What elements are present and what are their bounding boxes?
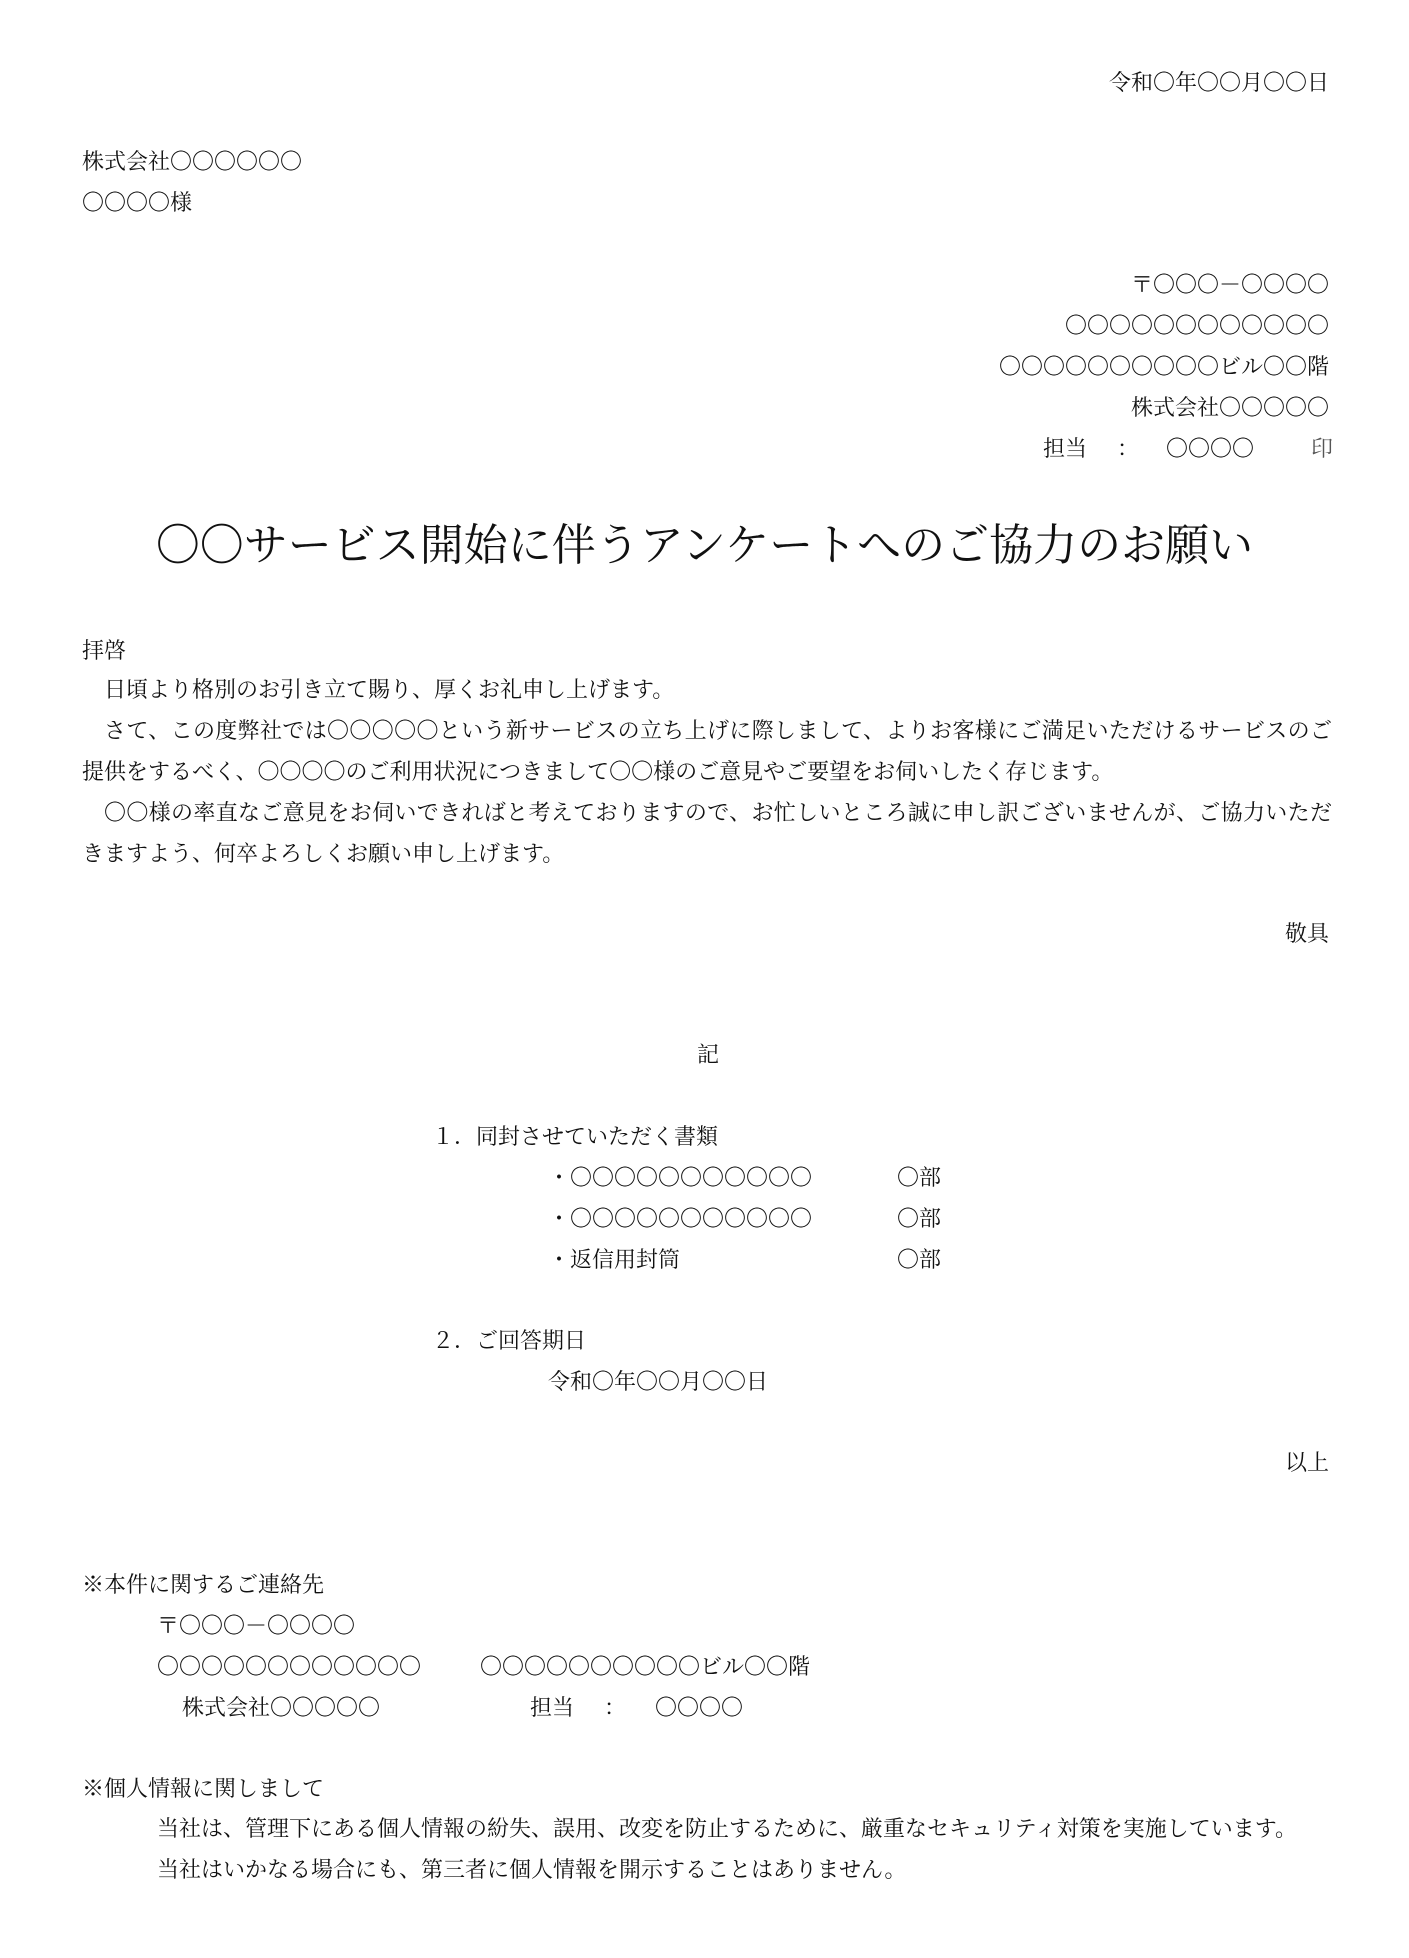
enclosure-item-3-qty: 〇部 <box>897 1248 942 1273</box>
sender-address1: 〇〇〇〇〇〇〇〇〇〇〇〇 <box>1064 314 1329 339</box>
contact-person-name: 〇〇〇〇 <box>655 1696 744 1721</box>
letter-title: 〇〇サービス開始に伴うアンケートへのご協力のお願い <box>155 520 1254 571</box>
enclosure-item-2-label: ・〇〇〇〇〇〇〇〇〇〇〇 <box>548 1207 813 1232</box>
sender-contact-colon: ： <box>1117 437 1140 462</box>
section2-heading: ２．ご回答期日 <box>432 1329 587 1354</box>
contact-person-label: 担当 <box>530 1696 575 1721</box>
opening-greeting: 拝啓 <box>82 639 127 664</box>
sender-address2: 〇〇〇〇〇〇〇〇〇〇ビル〇〇階 <box>998 355 1329 380</box>
enclosure-item-2-qty: 〇部 <box>897 1207 942 1232</box>
sender-company: 株式会社〇〇〇〇〇 <box>1130 396 1329 421</box>
reply-deadline-date: 令和〇年〇〇月〇〇日 <box>548 1370 769 1395</box>
contact-company: 株式会社〇〇〇〇〇 <box>182 1696 381 1721</box>
body-paragraph-1: 日頃より格別のお引き立て賜り、厚くお礼申し上げます。 <box>104 678 675 703</box>
enclosure-item-3-label: ・返信用封筒 <box>548 1248 681 1273</box>
privacy-text: 当社は、管理下にある個人情報の紛失、誤用、改変を防止するために、厳重なセキュリティ対策を実施しています。当社はいかなる場合にも、第三者に個人情報を開示することはありません。 <box>157 1817 1298 1883</box>
section1-heading: １．同封させていただく書類 <box>432 1125 719 1150</box>
letter-body <box>82 670 1332 875</box>
enclosure-item-1-qty: 〇部 <box>897 1166 942 1191</box>
enclosure-item-1-label: ・〇〇〇〇〇〇〇〇〇〇〇 <box>548 1166 813 1191</box>
body-paragraph-3: 〇〇様の率直なご意見をお伺いできればと考えておりますので、お忙しいところ誠に申し訳ございませんが、ご協力いただきますよう、何卒よろしくお願い申し上げます。 <box>82 801 1332 867</box>
sender-postal: 〒〇〇〇－〇〇〇〇 <box>1130 273 1329 298</box>
body-paragraph-2: さて、この度弊社では〇〇〇〇〇という新サービスの立ち上げに際しまして、よりお客様にご満足いただけるサービスのご提供をするべく、〇〇〇〇のご利用状況につきまして〇〇様のご意見やご要望をお伺いしたく存じます。 <box>82 719 1332 785</box>
sender-contact-name: 〇〇〇〇 <box>1166 437 1255 462</box>
contact-postal: 〒〇〇〇－〇〇〇〇 <box>157 1614 356 1639</box>
sender-contact-label: 担当 <box>1043 437 1088 462</box>
closing-word: 敬具 <box>1284 922 1329 947</box>
letter-date: 令和〇年〇〇月〇〇日 <box>1108 71 1329 96</box>
ijou-closing: 以上 <box>1284 1451 1329 1476</box>
contact-address2: 〇〇〇〇〇〇〇〇〇〇ビル〇〇階 <box>480 1655 811 1680</box>
privacy-heading: ※個人情報に関しまして <box>82 1777 325 1802</box>
contact-person-colon: ： <box>604 1696 627 1721</box>
recipient-name: 〇〇〇〇様 <box>82 191 193 216</box>
contact-address1: 〇〇〇〇〇〇〇〇〇〇〇〇 <box>157 1655 422 1680</box>
contact-heading: ※本件に関するご連絡先 <box>82 1573 325 1598</box>
ki-heading: 記 <box>697 1043 720 1068</box>
recipient-company: 株式会社〇〇〇〇〇〇 <box>82 150 303 175</box>
seal-mark: 印 <box>1311 437 1334 462</box>
